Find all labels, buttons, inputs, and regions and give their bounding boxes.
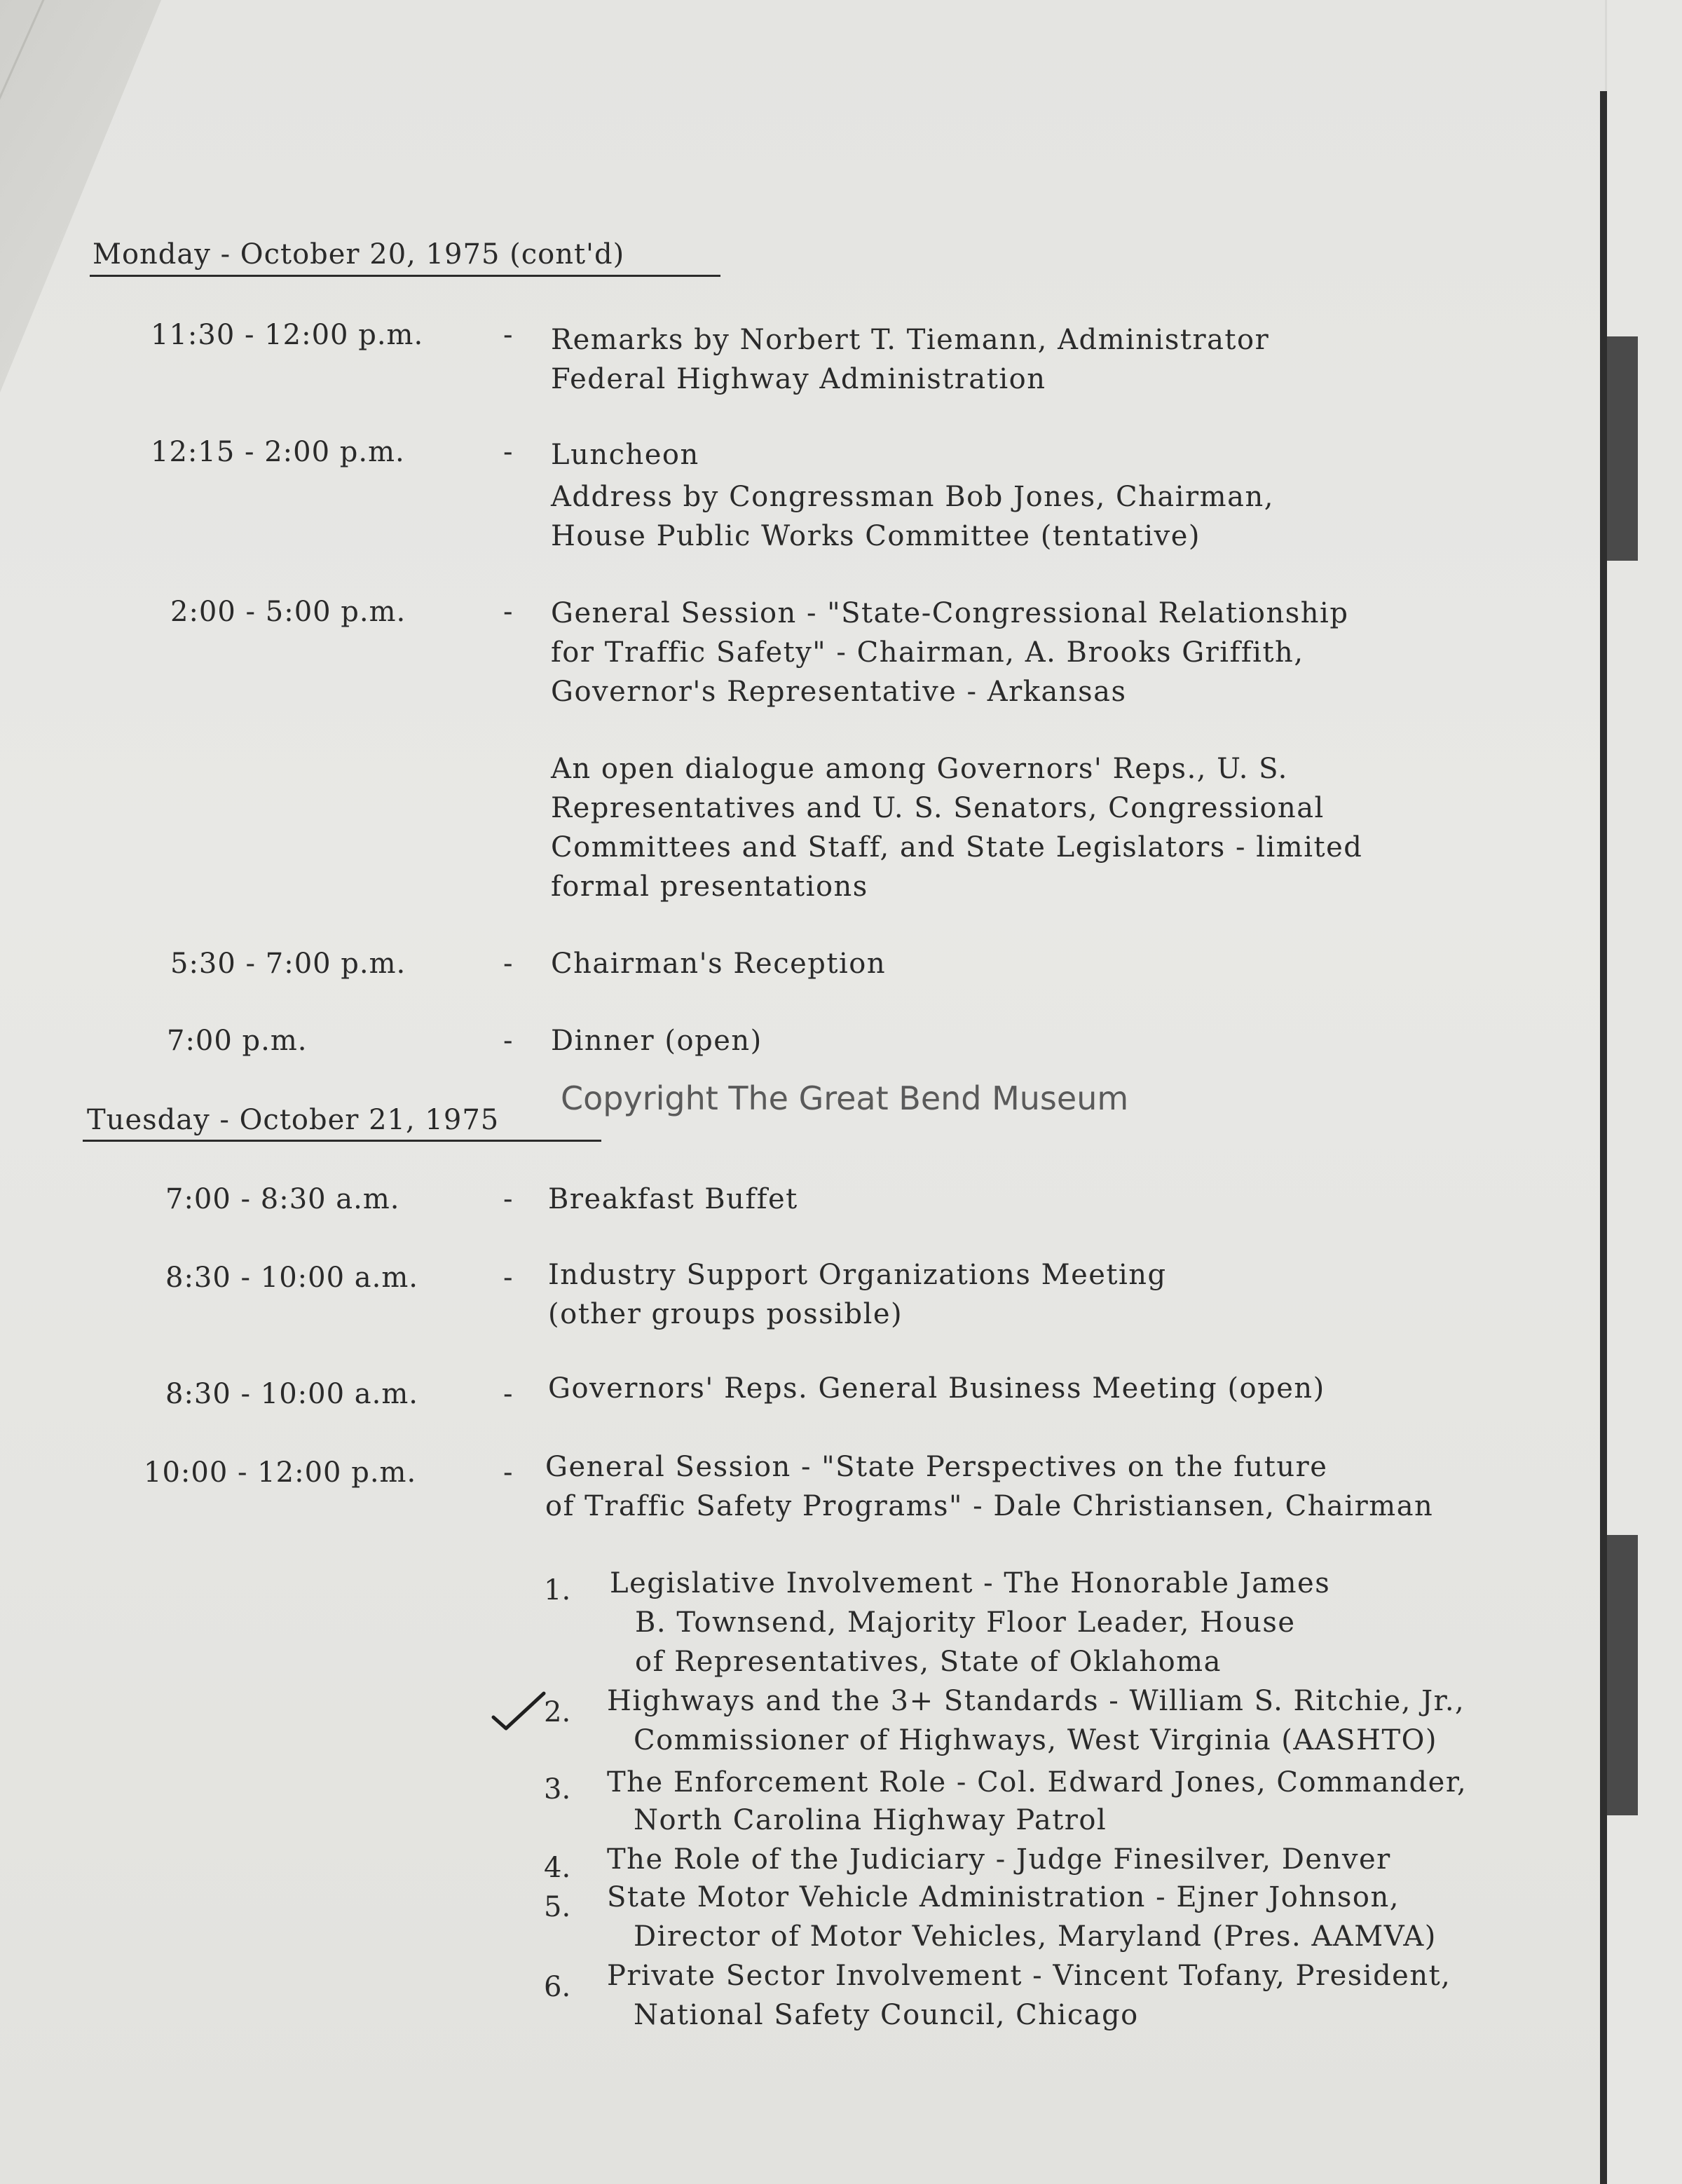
session-item-number: 1. (544, 1574, 571, 1606)
session-item-text: The Role of the Judiciary - Judge Finesilver, Denver (607, 1843, 1391, 1876)
background-beyond-page (1607, 0, 1682, 2184)
schedule-description: General Session - "State Perspectives on the future (545, 1451, 1328, 1483)
session-item-text: B. Townsend, Majority Floor Leader, House (635, 1606, 1296, 1639)
schedule-description: Breakfast Buffet (548, 1183, 798, 1215)
session-item-text: North Carolina Highway Patrol (634, 1804, 1107, 1836)
schedule-time: 2:00 - 5:00 p.m. (170, 596, 406, 628)
schedule-time: 7:00 p.m. (167, 1025, 308, 1057)
schedule-dash: - (503, 596, 513, 628)
schedule-dash: - (503, 1262, 513, 1294)
schedule-dash: - (503, 1025, 513, 1057)
schedule-description: Federal Highway Administration (551, 363, 1046, 395)
schedule-dash: - (503, 1378, 513, 1410)
schedule-description: of Traffic Safety Programs" - Dale Christiansen, Chairman (545, 1490, 1434, 1522)
schedule-description: Governors' Reps. General Business Meeting (open) (548, 1372, 1325, 1405)
session-item-number: 3. (544, 1773, 571, 1806)
schedule-description: Representatives and U. S. Senators, Congressional (551, 792, 1325, 824)
schedule-time: 5:30 - 7:00 p.m. (170, 948, 406, 980)
schedule-description: An open dialogue among Governors' Reps., U. S. (551, 753, 1288, 785)
schedule-description: Governor's Representative - Arkansas (551, 676, 1127, 708)
monday-heading: Monday - October 20, 1975 (cont'd) (93, 238, 625, 271)
monday-heading-underline (90, 275, 720, 277)
schedule-time: 8:30 - 10:00 a.m. (165, 1262, 418, 1294)
schedule-time: 7:00 - 8:30 a.m. (165, 1183, 400, 1215)
session-item-text: Director of Motor Vehicles, Maryland (Pres. AAMVA) (634, 1920, 1437, 1953)
session-item-text: State Motor Vehicle Administration - Ejner Johnson, (607, 1881, 1400, 1913)
schedule-time: 8:30 - 10:00 a.m. (165, 1378, 418, 1410)
copyright-watermark: Copyright The Great Bend Museum (561, 1079, 1129, 1117)
schedule-time: 10:00 - 12:00 p.m. (144, 1456, 417, 1489)
schedule-description: House Public Works Committee (tentative) (551, 520, 1201, 552)
session-item-number: 5. (544, 1891, 571, 1923)
schedule-description: Industry Support Organizations Meeting (548, 1259, 1167, 1291)
session-item-text: National Safety Council, Chicago (634, 1999, 1139, 2031)
schedule-description: Address by Congressman Bob Jones, Chairman, (551, 481, 1274, 513)
schedule-dash: - (503, 319, 513, 351)
schedule-dash: - (503, 1456, 513, 1489)
session-item-text: Highways and the 3+ Standards - William S. Ritchie, Jr., (607, 1685, 1465, 1717)
schedule-description: Remarks by Norbert T. Tiemann, Administrator (551, 324, 1270, 356)
schedule-description: for Traffic Safety" - Chairman, A. Brooks Griffith, (551, 636, 1304, 669)
tuesday-heading: Tuesday - October 21, 1975 (87, 1104, 500, 1136)
page-stack-edge (1600, 91, 1607, 2184)
session-item-text: Legislative Involvement - The Honorable James (610, 1567, 1331, 1599)
checkmark-icon (491, 1691, 547, 1733)
schedule-description: General Session - "State-Congressional Relationship (551, 597, 1349, 629)
schedule-description: Dinner (open) (551, 1025, 763, 1057)
session-item-number: 6. (544, 1971, 571, 2003)
session-item-text: The Enforcement Role - Col. Edward Jones, Commander, (607, 1766, 1468, 1799)
page-stack-tab (1607, 336, 1638, 561)
schedule-description: Luncheon (551, 439, 699, 471)
schedule-dash: - (503, 948, 513, 980)
schedule-dash: - (503, 436, 513, 468)
schedule-time: 11:30 - 12:00 p.m. (151, 319, 424, 351)
schedule-dash: - (503, 1183, 513, 1215)
schedule-description: (other groups possible) (548, 1298, 903, 1330)
schedule-description: formal presentations (551, 871, 868, 903)
session-item-text: of Representatives, State of Oklahoma (635, 1646, 1222, 1678)
schedule-description: Committees and Staff, and State Legislators - limited (551, 831, 1363, 864)
schedule-description: Chairman's Reception (551, 948, 887, 980)
session-item-text: Private Sector Involvement - Vincent Tofany, President, (607, 1960, 1451, 1992)
page-stack-tab (1607, 1535, 1638, 1815)
session-item-number: 4. (544, 1852, 571, 1884)
schedule-time: 12:15 - 2:00 p.m. (151, 436, 405, 468)
folded-corner (0, 0, 161, 393)
session-item-number: 2. (544, 1696, 571, 1728)
session-item-text: Commissioner of Highways, West Virginia (AASHTO) (634, 1724, 1438, 1756)
tuesday-heading-underline (83, 1140, 601, 1142)
